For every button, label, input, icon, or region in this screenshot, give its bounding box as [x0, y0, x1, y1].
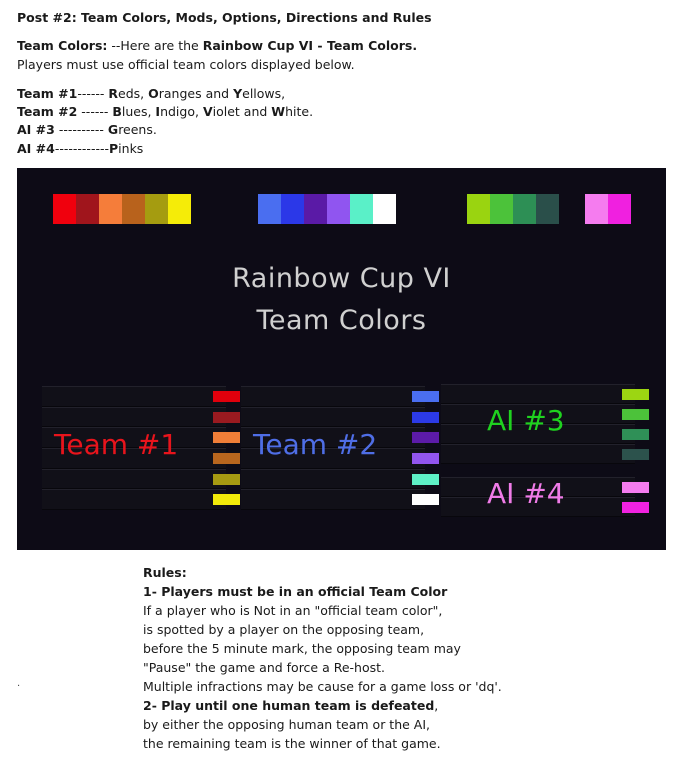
color-initial: I [155, 104, 161, 119]
event-name: Rainbow Cup VI - Team Colors. [202, 38, 418, 53]
color-chip [213, 474, 240, 485]
color-word-rest: iolet and [212, 104, 272, 119]
panel-row [42, 386, 226, 407]
color-swatch [99, 194, 122, 224]
color-swatch [513, 194, 536, 224]
color-chip [412, 453, 439, 464]
panel-label: AI #4 [487, 477, 565, 510]
panel-team1 [42, 386, 226, 510]
rule1-line: "Pause" the game and force a Re-host. [143, 660, 386, 675]
color-chip [622, 389, 649, 400]
color-chip [213, 494, 240, 505]
team-line-dashes: ------ [77, 86, 109, 101]
swatch-group-team2 [258, 194, 396, 224]
team-line-1 [17, 86, 285, 101]
color-swatch [327, 194, 350, 224]
color-initial: W [271, 104, 286, 119]
color-chip [412, 432, 439, 443]
panel-team2 [241, 386, 425, 510]
color-initial: V [202, 104, 213, 119]
color-initial: P [109, 141, 119, 156]
color-word-rest: reens. [118, 122, 157, 137]
panel-row [241, 386, 425, 407]
rule1-line: is spotted by a player on the opposing team, [143, 622, 425, 637]
team-colors-label: Team Colors: [17, 38, 108, 53]
team-colors-intro [17, 38, 417, 53]
swatch-group-ai3 [467, 194, 559, 224]
panel-ai3 [441, 384, 635, 464]
rule2-line: by either the opposing human team or the AI, [143, 717, 430, 732]
rule1-title: 1- Players must be in an official Team Color [143, 584, 448, 599]
color-initial: R [108, 86, 119, 101]
color-swatch [467, 194, 490, 224]
panel-label: AI #3 [487, 404, 565, 437]
panel-label: Team #2 [253, 428, 378, 461]
color-chip [213, 432, 240, 443]
panel-row [42, 469, 226, 490]
team-line-dashes: ------ [77, 104, 113, 119]
color-swatch [122, 194, 145, 224]
banner-title-line2: Team Colors [256, 305, 427, 336]
panel-row [241, 407, 425, 428]
color-chip [412, 412, 439, 423]
team-line-name: AI #3 [17, 122, 55, 137]
stray-dot: . [17, 678, 21, 689]
team-line-name: AI #4 [17, 141, 55, 156]
rule2-title-suffix: , [434, 698, 439, 713]
color-swatch [585, 194, 608, 224]
color-swatch [145, 194, 168, 224]
rule2-title: 2- Play until one human team is defeated [143, 698, 435, 713]
panel-row [441, 444, 635, 464]
swatch-group-ai4 [585, 194, 631, 224]
color-swatch [281, 194, 304, 224]
color-swatch [536, 194, 559, 224]
panel-row [241, 489, 425, 510]
color-chip [412, 474, 439, 485]
color-chip [213, 391, 240, 402]
color-chip [622, 502, 649, 513]
rule2-title-line [143, 696, 502, 715]
panel-row [42, 407, 226, 428]
panel-ai4 [441, 477, 635, 517]
color-initial: O [148, 86, 159, 101]
color-swatch [304, 194, 327, 224]
color-word-rest: eds, [118, 86, 149, 101]
color-swatch [490, 194, 513, 224]
panel-row [42, 489, 226, 510]
color-word-rest: ndigo, [160, 104, 203, 119]
team-line-dashes: ------------ [54, 141, 109, 156]
color-swatch [53, 194, 76, 224]
team-colors-note: Players must use official team colors displayed below. [17, 57, 355, 72]
color-chip [213, 412, 240, 423]
color-swatch [76, 194, 99, 224]
swatch-group-team1 [53, 194, 191, 224]
color-chip [412, 494, 439, 505]
color-word-rest: inks [118, 141, 144, 156]
team-line-name: Team #1 [17, 86, 78, 101]
color-swatch [608, 194, 631, 224]
color-word-rest: hite. [285, 104, 314, 119]
rules-section [143, 563, 502, 753]
team-line-3 [17, 122, 157, 137]
post-title: Post #2: Team Colors, Mods, Options, Directions and Rules [17, 10, 432, 25]
rule2-line: the remaining team is the winner of that game. [143, 736, 441, 751]
color-swatch [373, 194, 396, 224]
team-line-4 [17, 141, 143, 156]
team-colors-text: --Here are the [107, 38, 203, 53]
color-chip [412, 391, 439, 402]
color-initial: G [107, 122, 119, 137]
color-word-rest: ranges and [158, 86, 234, 101]
team-line-name: Team #2 [17, 104, 78, 119]
color-chip [622, 429, 649, 440]
team-line-dashes: ---------- [54, 122, 108, 137]
color-word-rest: ellows, [242, 86, 286, 101]
color-chip [213, 453, 240, 464]
banner-title-line1: Rainbow Cup VI [232, 263, 451, 294]
rule1-line: before the 5 minute mark, the opposing team may [143, 641, 461, 656]
color-swatch [258, 194, 281, 224]
color-swatch [168, 194, 191, 224]
panel-row [241, 469, 425, 490]
color-word-rest: lues, [121, 104, 156, 119]
team-line-2 [17, 104, 313, 119]
color-initial: Y [233, 86, 243, 101]
color-chip [622, 482, 649, 493]
team-colors-banner [17, 168, 666, 550]
color-swatch [350, 194, 373, 224]
rule1-line: Multiple infractions may be cause for a game loss or 'dq'. [143, 679, 502, 694]
rules-heading: Rules: [143, 565, 187, 580]
color-initial: B [112, 104, 122, 119]
rule1-line: If a player who is Not in an "official team color", [143, 603, 443, 618]
color-chip [622, 449, 649, 460]
panel-label: Team #1 [54, 428, 179, 461]
color-chip [622, 409, 649, 420]
panel-row [441, 384, 635, 404]
